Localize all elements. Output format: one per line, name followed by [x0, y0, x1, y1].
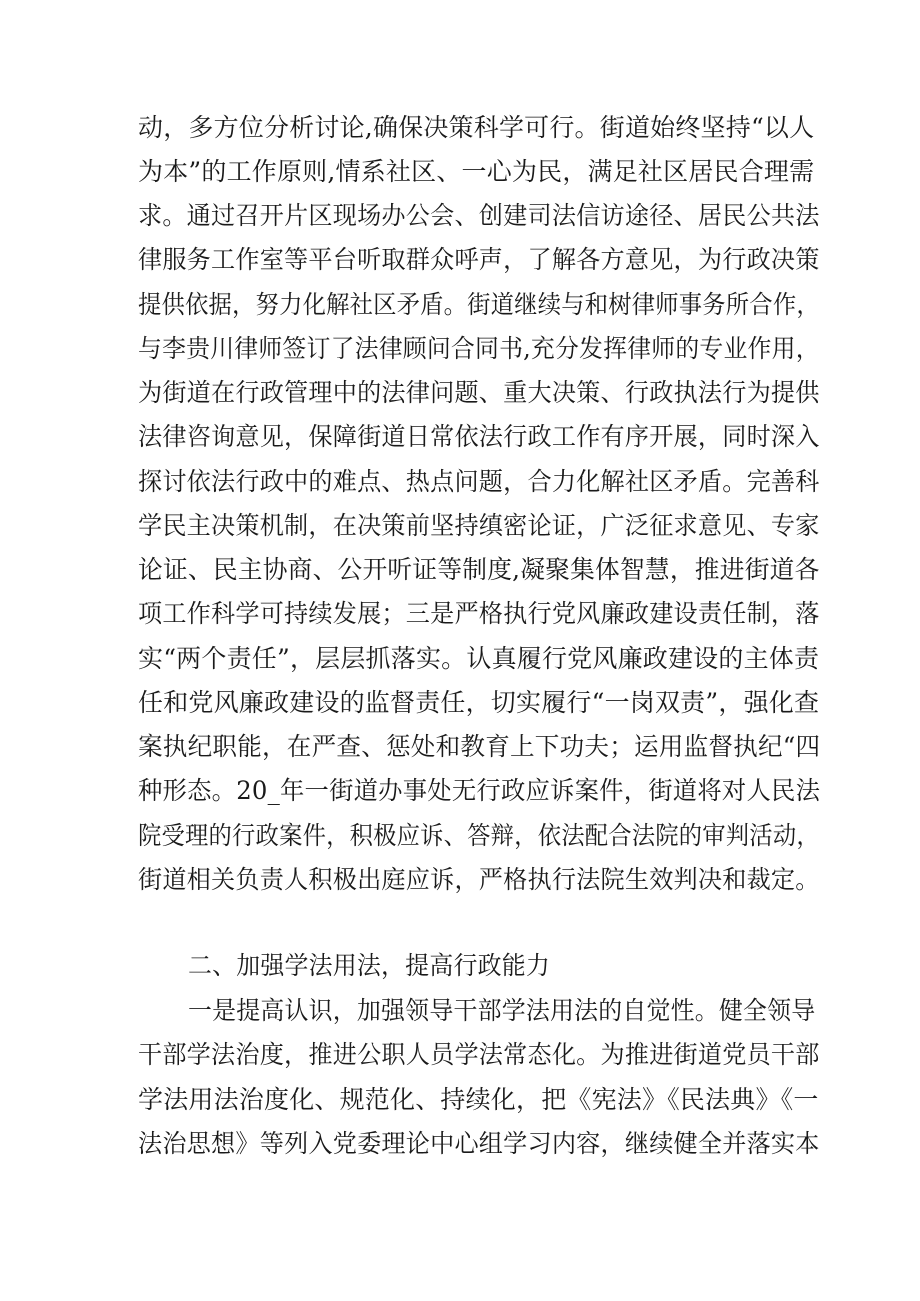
text-line: 学法用法治度化、规范化、持续化，把《宪法》《民法典》《一	[138, 1085, 819, 1114]
text-line: 动，多方位分析讨论,确保决策科学可行。街道始终坚持“以人	[138, 113, 815, 142]
text-line: 论证、民主协商、公开听证等制度,凝聚集体智慧，推进街道各	[138, 555, 820, 584]
text-line: 案执纪职能，在严查、惩处和教育上下功夫；运用监督执纪“四	[138, 732, 821, 761]
text-line: 任和党风廉政建设的监督责任，切实履行“一岗双责”，强化查	[138, 688, 820, 717]
text-line: 探讨依法行政中的难点、热点问题，合力化解社区矛盾。完善科	[138, 467, 820, 496]
text-line: 为街道在行政管理中的法律问题、重大决策、行政执法行为提供	[138, 378, 820, 407]
text-line: 实“两个责任”，层层抓落实。认真履行党风廉政建设的主体责	[138, 644, 820, 673]
text-line: 街道相关负责人积极出庭应诉，严格执行法院生效判决和裁定。	[138, 865, 820, 894]
text-line: 律服务工作室等平台听取群众呼声，了解各方意见，为行政决策	[138, 245, 820, 274]
text-line: 法律咨询意见，保障街道日常依法行政工作有序开展，同时深入	[138, 422, 820, 451]
text-line: 与李贵川律师签订了法律顾问合同书,充分发挥律师的专业作用，	[138, 334, 820, 363]
text-line: 提供依据，努力化解社区矛盾。街道继续与和树律师事务所合作，	[138, 290, 820, 319]
text-line: 种形态。20_年一街道办事处无行政应诉案件，街道将对人民法	[138, 776, 821, 805]
text-line: 项工作科学可持续发展；三是严格执行党风廉政建设责任制，落	[138, 599, 820, 628]
text-line: 学民主决策机制，在决策前坚持缜密论证，广泛征求意见、专家	[138, 511, 820, 540]
text-line: 院受理的行政案件，积极应诉、答辩，依法配合法院的审判活动，	[138, 821, 820, 850]
text-line: 为本”的工作原则,情系社区、一心为民，满足社区居民合理需	[138, 157, 815, 186]
text-line: 干部学法治度，推进公职人员学法常态化。为推进街道党员干部	[138, 1040, 820, 1069]
text-line: 法治思想》等列入党委理论中心组学习内容，继续健全并落实本	[138, 1129, 820, 1158]
text-line: 求。通过召开片区现场办公会、创建司法信访途径、居民公共法	[138, 201, 820, 230]
text-line: 一是提高认识，加强领导干部学法用法的自觉性。健全领导	[188, 996, 816, 1025]
section-heading: 二、加强学法用法，提高行政能力	[188, 951, 550, 980]
